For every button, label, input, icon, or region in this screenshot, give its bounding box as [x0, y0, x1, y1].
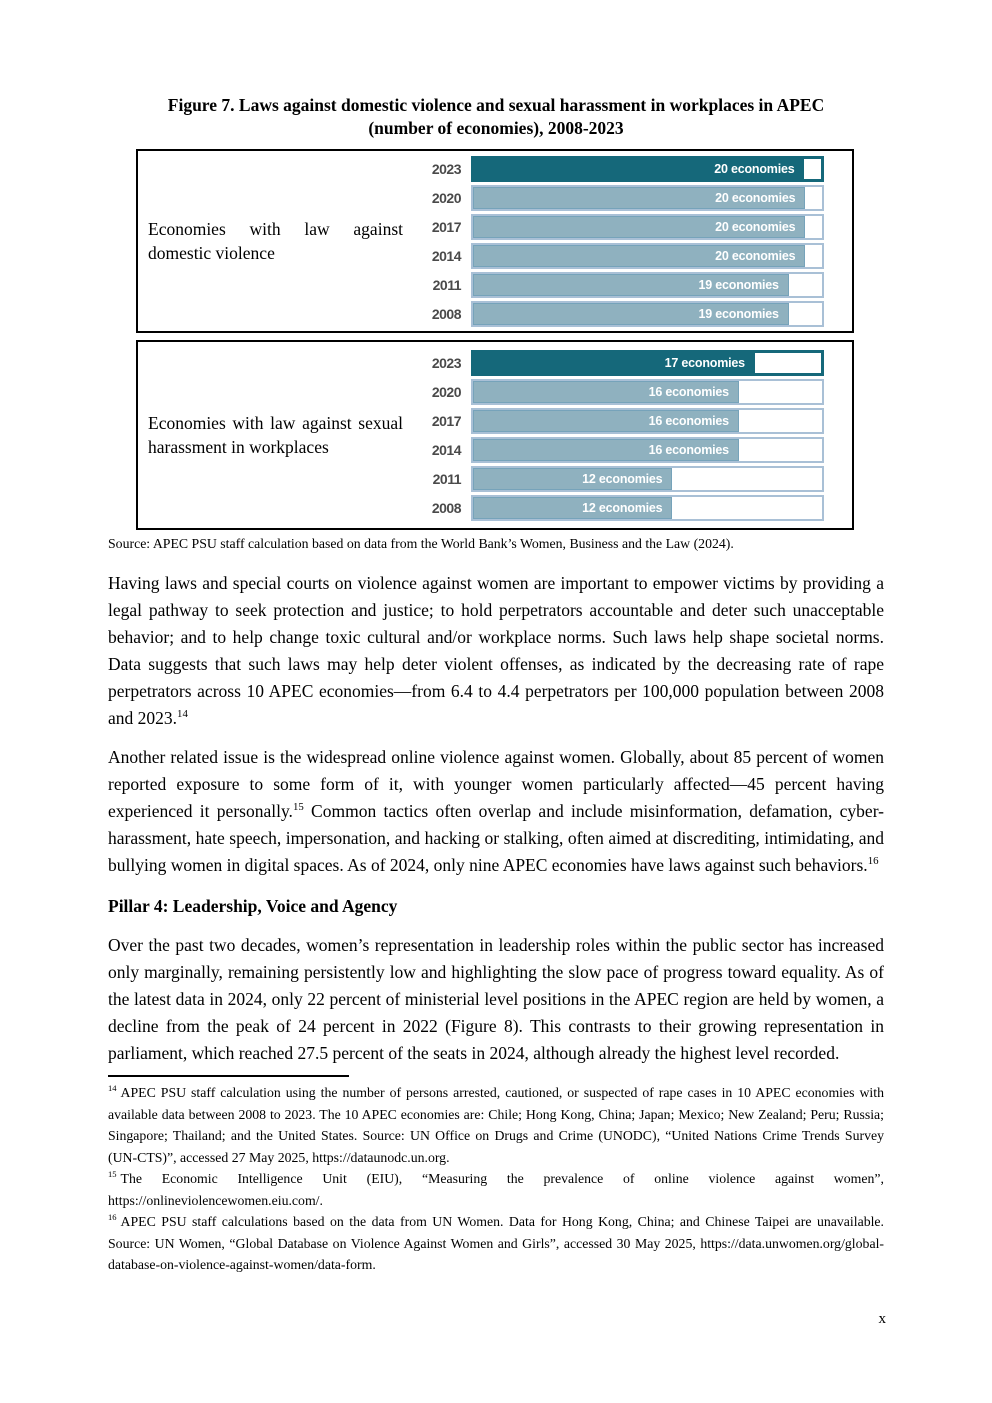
figure-title-line2: (number of economies), 2008-2023	[368, 118, 624, 138]
bar-track	[471, 272, 824, 298]
figure-title	[108, 94, 884, 140]
bar-value-label: 16 economies	[648, 413, 729, 428]
footnotes	[108, 1082, 884, 1276]
bar-fill	[473, 187, 805, 209]
year-label: 2008	[431, 499, 461, 516]
bar-value-label: 20 economies	[715, 219, 796, 234]
bar-fill	[474, 353, 755, 373]
figure-source: Source: APEC PSU staff calculation based on data from the World Bank’s Women, Business and the Law (2024).	[108, 536, 734, 551]
footnote-14: $^{14}$ APEC PSU staff calculation using the number of persons arrested, cautioned, or suspected of rape cases in 10 APEC economies with available data between 2008 to 2023. The 10 APEC economies are: Chile; Hong Kong, China; Japan; Mexico; New Zealand; Peru; Russia; Singapore; Thailand; and the United States. Source: UN Office on Drugs and Crime (UNODC), “United Nations Crime Trends Survey (UN-CTS)”, accessed 27 May 2025, https://dataunodc.un.org.	[108, 1083, 884, 1165]
bar-track	[471, 156, 824, 182]
body-text	[108, 570, 884, 1067]
year-label: 2011	[432, 276, 461, 293]
bar-value-label: 16 economies	[648, 384, 729, 399]
bar-value-label: 20 economies	[715, 190, 796, 205]
bar-track	[471, 408, 824, 434]
bar-row-2017	[413, 214, 824, 240]
year-label: 2011	[432, 470, 461, 487]
year-label: 2017	[431, 412, 461, 429]
figure-panel-2	[136, 340, 854, 530]
year-label: 2020	[431, 189, 461, 206]
bar-row-2014	[413, 243, 824, 269]
page-content	[108, 0, 884, 1276]
bar-value-label: 20 economies	[714, 161, 795, 176]
year-label: 2020	[431, 383, 461, 400]
bar-row-2020	[413, 379, 824, 405]
bar-track	[471, 301, 824, 327]
bar-value-label: 17 economies	[664, 355, 745, 370]
category-label	[138, 342, 413, 528]
bar-track	[471, 437, 824, 463]
category-label	[138, 151, 413, 331]
footnote-16: $^{16}$ APEC PSU staff calculations based on the data from UN Women. Data for Hong Kong, China; and Chinese Taipei are unavailable. Source: UN Women, “Global Database on Violence Against Women and Girls”, accessed 30 May 2025, https://data.unwomen.org/global-database-on-violence-against-women/data-form.	[108, 1212, 884, 1272]
bar-row-2011	[413, 466, 824, 492]
bar-value-label: 16 economies	[648, 442, 729, 457]
figure-title-line1: Figure 7. Laws against domestic violence and sexual harassment in workplaces in APEC	[167, 95, 825, 115]
bar-chart	[413, 342, 852, 528]
bar-row-2023	[413, 156, 824, 182]
bar-fill	[473, 245, 805, 267]
footnote-15: $^{15}$ The Economic Intelligence Unit (EIU), “Measuring the prevalence of online violence against women”, https://onlineviolencewomen.eiu.com/.	[108, 1169, 884, 1208]
bar-fill	[473, 410, 739, 432]
bar-track	[471, 243, 824, 269]
footnote-ref: 16	[867, 855, 879, 868]
paragraph-2: Another related issue is the widespread online violence against women. Globally, about 85 percent of women reported exposure to some form of it, with younger women particularly affected—45 percent having experienced it personally.$^{15}$ Common tactics often overlap and include misinformation, defamation, cyber-harassment, hate speech, impersonation, and hacking or stalking, often aimed at discrediting, intimidating, and bullying women in digital spaces. As of 2024, only nine APEC economies have laws against such behaviors.$^{16}$	[108, 747, 884, 875]
year-label: 2014	[431, 441, 461, 458]
page-number: x	[878, 1311, 886, 1327]
bar-value-label: 12 economies	[582, 471, 663, 486]
paragraph-1: Having laws and special courts on violence against women are important to empower victims by providing a legal pathway to seek protection and justice; to hold perpetrators accountable and deter such unacceptable behavior; and to help change toxic cultural and/or workplace norms. Such laws help shape societal norms. Data suggests that such laws may help deter violent offenses, as indicated by the decreasing rate of rape perpetrators across 10 APEC economies—from 6.4 to 4.4 perpetrators per 100,000 population between 2008 and 2023.14	[108, 573, 884, 728]
bar-fill	[473, 216, 805, 238]
bar-track	[471, 466, 824, 492]
year-label: 2008	[431, 305, 461, 322]
bar-fill	[473, 497, 672, 519]
bar-row-2008	[413, 495, 824, 521]
bar-row-2008	[413, 301, 824, 327]
bar-row-2011	[413, 272, 824, 298]
bar-fill	[473, 274, 789, 296]
bar-fill	[474, 159, 804, 179]
bar-row-2023	[413, 350, 824, 376]
category-label-text: Economies with law against domestic violence	[148, 219, 403, 263]
bar-track	[471, 379, 824, 405]
bar-row-2017	[413, 408, 824, 434]
footnote-number: 14	[108, 1083, 117, 1094]
bar-track	[471, 214, 824, 240]
figure-7-chart	[136, 149, 854, 530]
bar-value-label: 19 economies	[698, 277, 779, 292]
section-heading: Pillar 4: Leadership, Voice and Agency	[108, 896, 398, 916]
year-label: 2023	[431, 354, 461, 371]
bar-fill	[473, 303, 789, 325]
bar-value-label: 12 economies	[582, 500, 663, 515]
bar-value-label: 20 economies	[715, 248, 796, 263]
year-label: 2017	[431, 218, 461, 235]
bar-chart	[413, 151, 852, 331]
footnote-number: 15	[108, 1169, 117, 1180]
year-label: 2023	[431, 160, 461, 177]
category-label-text: Economies with law against sexual harassment in workplaces	[148, 413, 403, 457]
bar-track	[471, 350, 824, 376]
bar-value-label: 19 economies	[698, 306, 779, 321]
footnote-ref: 15	[292, 801, 304, 814]
bar-track	[471, 495, 824, 521]
footnote-number: 16	[108, 1212, 117, 1223]
bar-row-2020	[413, 185, 824, 211]
bar-fill	[473, 381, 739, 403]
figure-panel-1	[136, 149, 854, 333]
footnote-separator	[108, 1075, 349, 1077]
paragraph-4: Over the past two decades, women’s representation in leadership roles within the public sector has increased only marginally, remaining persistently low and highlighting the slow pace of progress toward equality. As of the latest data in 2024, only 22 percent of ministerial level positions in the APEC region are held by women, a decline from the peak of 24 percent in 2022 (Figure 8). This contrasts to their growing representation in parliament, which reached 27.5 percent of the seats in 2024, although already the highest level recorded.	[108, 935, 884, 1063]
footnote-ref: 14	[177, 708, 188, 721]
bar-track	[471, 185, 824, 211]
year-label: 2014	[431, 247, 461, 264]
bar-row-2014	[413, 437, 824, 463]
bar-fill	[473, 439, 739, 461]
bar-fill	[473, 468, 672, 490]
